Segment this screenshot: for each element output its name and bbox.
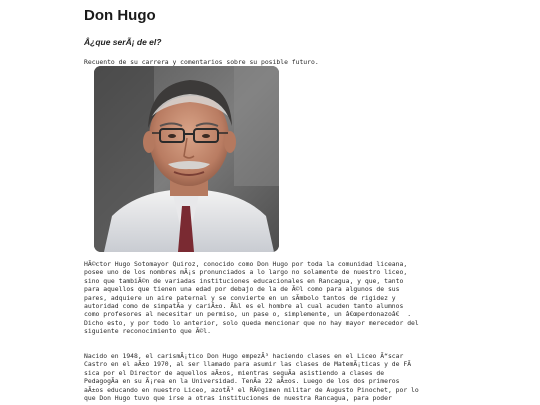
article [84, 0, 524, 66]
article-subtitle: Â¿que serÃ¡ de el? [84, 37, 162, 47]
body-paragraph-2: Nacido en 1948, el carismÃ¡tico Don Hugo empezÃ³ haciendo clases en el Liceo Ã“scar Castro en el aÃ±o 1970, al ser llamado para asumir las clases de MatemÃ¡ticas y de FÃ sica por el Director de aquellos aÃ±os, mientras seguÃa asistiendo a clases de PedagogÃa en su Ã¡rea en la Universidad. TenÃa 22 aÃ±os. Luego de los dos primeros aÃ±os educando en nuestro Liceo, azotÃ³ el RÃ©gimen militar de Augusto Pinochet, por lo que Don Hugo tuvo que irse a otras instituciones de nuestra Rancagua, para poder [84, 352, 419, 403]
article-lead: Recuento de su carrera y comentarios sobre su posible futuro. [84, 58, 319, 66]
page-title: Don Hugo [84, 7, 156, 24]
portrait-photo [94, 66, 279, 252]
body-paragraph-1: HÃ©ctor Hugo Sotomayor Quiroz, conocido como Don Hugo por toda la comunidad liceana, posee uno de los nombres mÃ¡s pronunciados a lo largo no solamente de nuestro liceo, sino que tambiÃ©n de variadas instituciones educacionales en Rancagua, y que, tanto para aquellos que tienen una edad por debajo de la de Ã©l como para algunos de sus pares, adquiere un aire paternal y se convierte en un sÃmbolo tantos de rigidez y autoridad como de simpatÃa y cariÃ±o. Ã‰l es el hombre al cual acuden tanto alumnos como profesores al necesitar un permiso, un pase o, simplemente, un â€œperdonazoâ€ . Dicho esto, y por todo lo anterior, solo queda mencionar que no hay mayor merecedor del siguiente reconocimiento que Ã©l. [84, 260, 419, 336]
